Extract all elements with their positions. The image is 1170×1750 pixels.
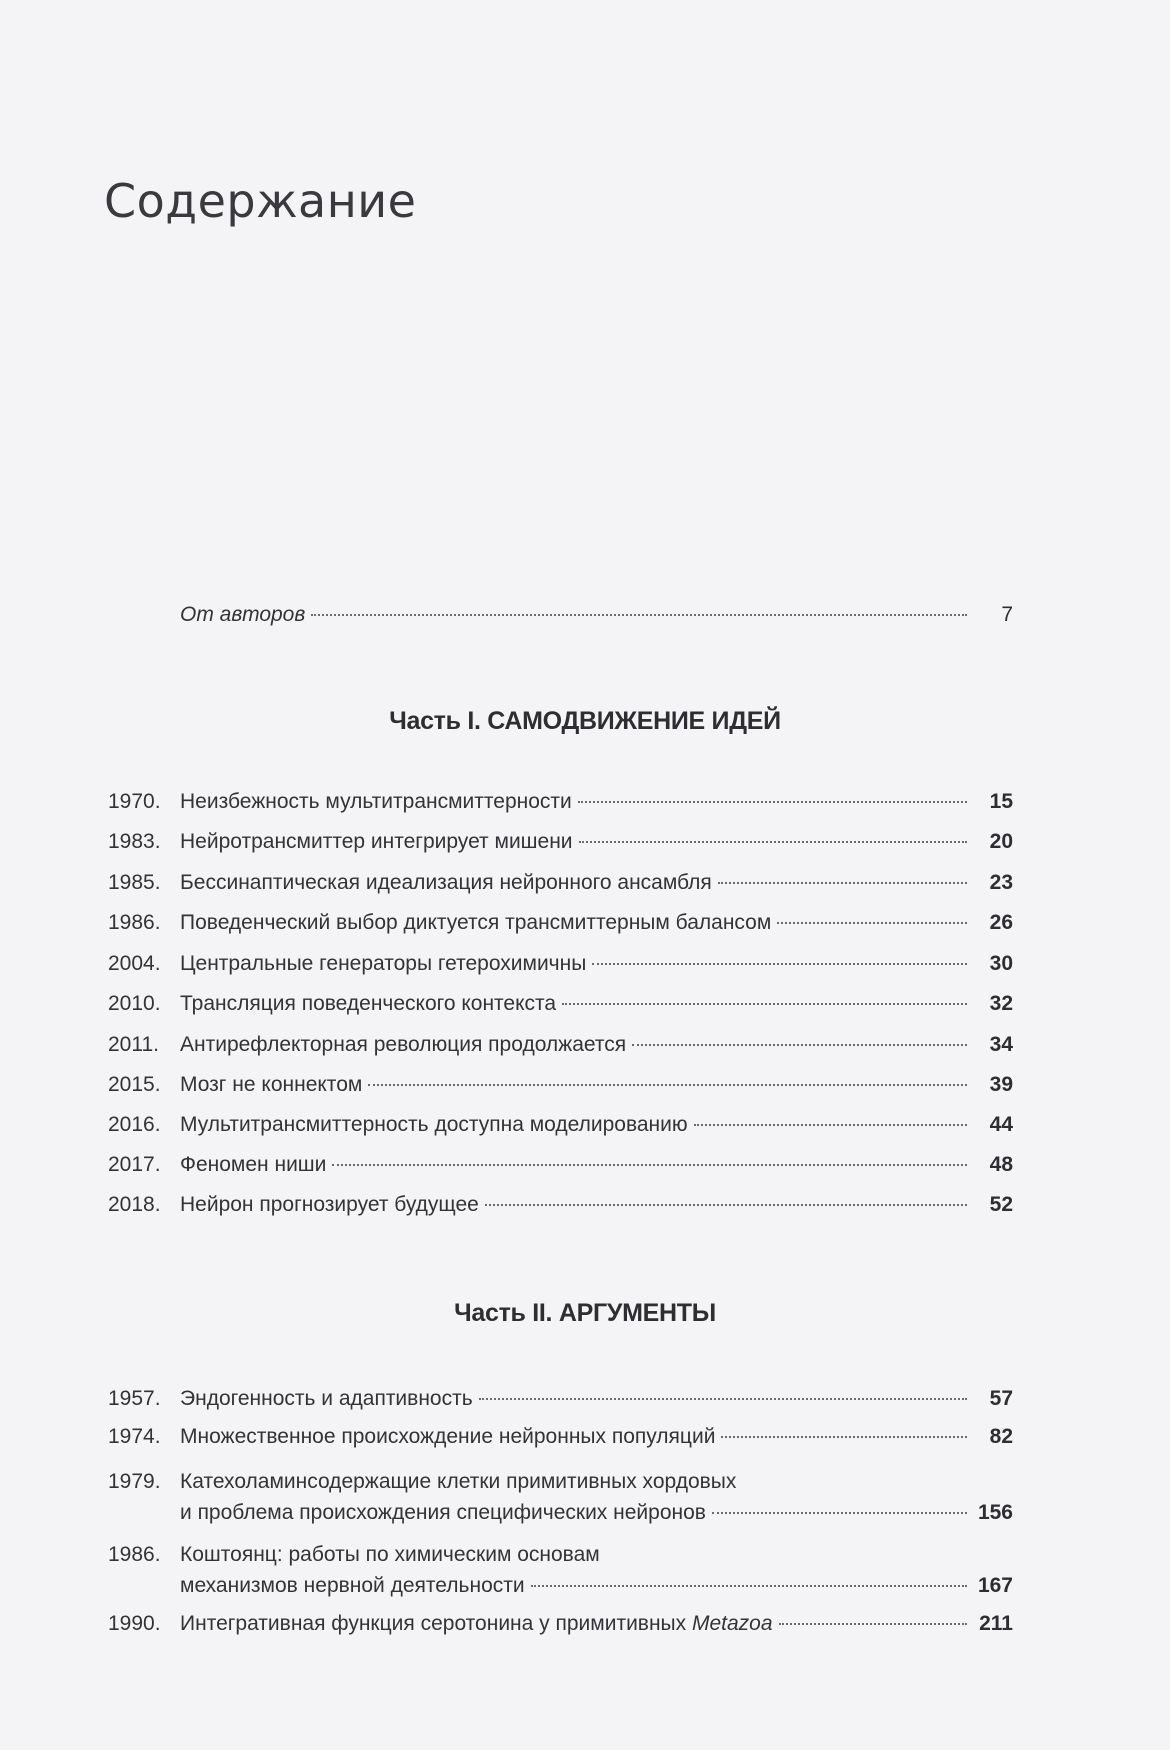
entry-title-line-2: и проблема происхождения специфических нейронов (180, 1501, 706, 1524)
entry-title: Трансляция поведенческого контекста (180, 992, 557, 1015)
part-1-heading: Часть I. САМОДВИЖЕНИЕ ИДЕЙ (389, 707, 781, 735)
entry-year: 1990. (108, 1612, 161, 1635)
toc-entry[interactable] (108, 1610, 1013, 1638)
entry-page: 82 (989, 1425, 1013, 1448)
entry-year: 1986. (108, 1543, 161, 1566)
dot-leader (592, 963, 967, 965)
entry-title: Антирефлекторная революция продолжается (180, 1033, 627, 1056)
entry-year: 1986. (108, 911, 161, 934)
toc-entry[interactable] (108, 950, 1013, 978)
entry-year: 1970. (108, 790, 161, 813)
toc-entry[interactable] (108, 828, 1013, 856)
entry-year: 2017. (108, 1153, 161, 1176)
part-2-heading: Часть II. АРГУМЕНТЫ (454, 1299, 716, 1327)
entry-year: 2011. (108, 1033, 159, 1056)
entry-title-line-1: Катехоламинсодержащие клетки примитивных хордовых (180, 1470, 737, 1493)
dot-leader (694, 1124, 967, 1126)
toc-entry[interactable] (108, 1538, 1013, 1600)
toc-entry[interactable] (108, 1031, 1013, 1059)
entry-page: 15 (989, 790, 1013, 813)
dot-leader (531, 1585, 967, 1587)
dot-leader (332, 1164, 967, 1166)
dot-leader (779, 1623, 967, 1625)
entry-page: 20 (989, 830, 1013, 853)
entry-title: Поведенческий выбор диктуется трансмиттерным балансом (180, 911, 772, 934)
entry-page: 39 (989, 1073, 1013, 1096)
entry-year: 1985. (108, 871, 161, 894)
toc-entry[interactable] (108, 1385, 1013, 1413)
entry-title: От авторов (180, 603, 306, 626)
entry-page: 48 (989, 1153, 1013, 1176)
entry-year: 2018. (108, 1193, 161, 1216)
dot-leader (579, 841, 967, 843)
dot-leader (368, 1084, 967, 1086)
entry-title-italic: Metazoa (692, 1612, 773, 1635)
entry-title: Бессинаптическая идеализация нейронного ансамбля (180, 871, 712, 894)
entry-title-line-1: Коштоянц: работы по химическим основам (180, 1543, 600, 1566)
toc-entry[interactable] (108, 1111, 1013, 1139)
dot-leader (712, 1512, 967, 1514)
dot-leader (485, 1204, 967, 1206)
dot-leader (718, 882, 967, 884)
entry-title: Множественное происхождение нейронных популяций (180, 1425, 716, 1448)
toc-entry[interactable] (108, 1423, 1013, 1451)
entry-page: 44 (989, 1113, 1013, 1136)
entry-title: Нейрон прогнозирует будущее (180, 1193, 479, 1216)
entry-page: 32 (989, 992, 1013, 1015)
toc-entry[interactable] (108, 869, 1013, 897)
entry-page: 23 (989, 871, 1013, 894)
entry-page: 167 (977, 1574, 1013, 1597)
dot-leader (311, 614, 967, 616)
dot-leader (632, 1044, 967, 1046)
entry-year: 1979. (108, 1470, 161, 1493)
entry-year: 1974. (108, 1425, 161, 1448)
toc-entry[interactable] (108, 990, 1013, 1018)
entry-title: Мультитрансмиттерность доступна моделированию (180, 1113, 688, 1136)
entry-page: 7 (1001, 603, 1013, 626)
entry-year: 2015. (108, 1073, 161, 1096)
toc-entry[interactable] (108, 788, 1013, 816)
toc-entry[interactable] (108, 1191, 1013, 1219)
entry-title: Эндогенность и адаптивность (180, 1387, 473, 1410)
entry-title: Неизбежность мультитрансмиттерности (180, 790, 572, 813)
dot-leader (721, 1436, 967, 1438)
toc-entry-preface[interactable] (180, 601, 1013, 629)
toc-entry[interactable] (108, 1151, 1013, 1179)
entry-year: 1983. (108, 830, 161, 853)
entry-page: 52 (989, 1193, 1013, 1216)
toc-entry[interactable] (108, 909, 1013, 937)
entry-title-line-2: механизмов нервной деятельности (180, 1574, 525, 1597)
entry-title: Феномен ниши (180, 1153, 327, 1176)
entry-page: 30 (989, 952, 1013, 975)
entry-title: Нейротрансмиттер интегрирует мишени (180, 830, 573, 853)
entry-page: 156 (977, 1501, 1013, 1524)
dot-leader (777, 922, 967, 924)
entry-title: Мозг не коннектом (180, 1073, 363, 1096)
entry-year: 1957. (108, 1387, 161, 1410)
toc-entry[interactable] (108, 1465, 1013, 1527)
entry-title: Центральные генераторы гетерохимичны (180, 952, 587, 975)
entry-page: 26 (989, 911, 1013, 934)
entry-title: Интегративная функция серотонина у примитивных Metazoa (180, 1612, 773, 1635)
dot-leader (562, 1003, 967, 1005)
page-title: Содержание (104, 174, 417, 228)
entry-year: 2016. (108, 1113, 161, 1136)
entry-year: 2010. (108, 992, 161, 1015)
dot-leader (479, 1398, 967, 1400)
entry-page: 34 (989, 1033, 1013, 1056)
dot-leader (578, 801, 967, 803)
toc-entry[interactable] (108, 1071, 1013, 1099)
entry-page: 57 (989, 1387, 1013, 1410)
entry-year: 2004. (108, 952, 161, 975)
entry-page: 211 (979, 1612, 1013, 1635)
